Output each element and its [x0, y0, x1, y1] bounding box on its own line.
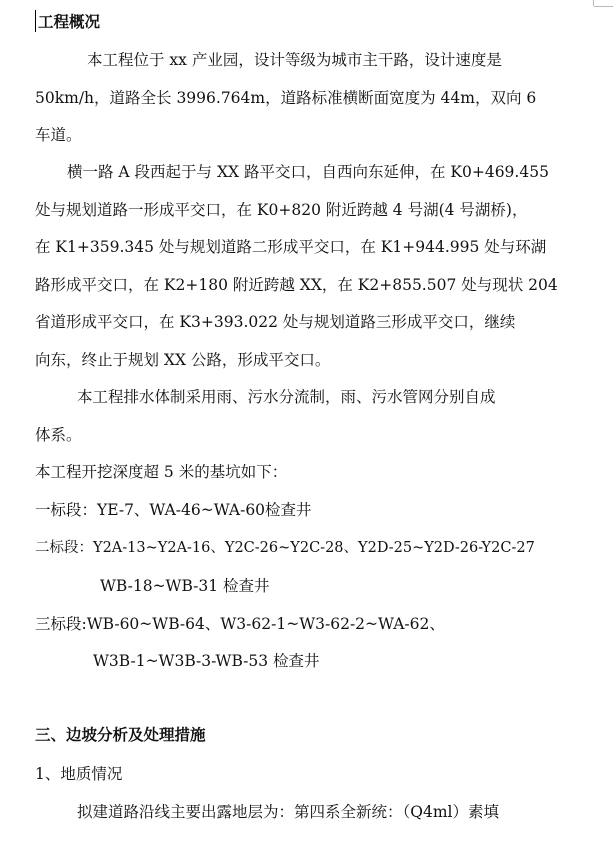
bid-section-3[interactable]: 三标段:WB-60~WB-64、W3-62-1~W3-62-2~WA-62、 [35, 615, 445, 633]
paragraph-line[interactable]: 体系。 [35, 426, 82, 444]
bid-section-2[interactable]: 二标段：Y2A-13~Y2A-16、Y2C-26~Y2C-28、Y2D-25~Y2D-26-Y2C-27 [35, 540, 535, 556]
paragraph-line[interactable]: 本工程位于 xx 产业园，设计等级为城市主干路，设计速度是 [87, 51, 502, 69]
paragraph-line[interactable]: 在 K1+359.345 处与规划道路二形成平交口，在 K1+944.995 处与环湖 [35, 238, 547, 256]
excavation-intro[interactable]: 本工程开挖深度超 5 米的基坑如下： [35, 463, 288, 481]
paragraph-line[interactable]: 向东，终止于规划 XX 公路，形成平交口。 [35, 351, 331, 369]
paragraph-line[interactable]: 车道。 [35, 126, 82, 144]
bid-section-2-continued[interactable]: WB-18~WB-31 检查井 [100, 577, 270, 595]
bid-section-3-continued[interactable]: W3B-1~W3B-3-WB-53 检查井 [93, 652, 320, 670]
paragraph-line[interactable]: 50km/h，道路全长 3996.764m，道路标准横断面宽度为 44m，双向 6 [35, 89, 537, 107]
heading-project-overview[interactable]: 工程概况 [38, 12, 101, 31]
paragraph-line[interactable]: 横一路 A 段西起于与 XX 路平交口，自西向东延伸，在 K0+469.455 [67, 163, 549, 181]
subheading-geology[interactable]: 1、地质情况 [35, 765, 123, 783]
page-corner-mark [593, 0, 594, 6]
paragraph-line[interactable]: 处与规划道路一形成平交口，在 K0+820 附近跨越 4 号湖(4 号湖桥)， [35, 201, 528, 219]
paragraph-line[interactable]: 路形成平交口，在 K2+180 附近跨越 XX，在 K2+855.507 处与现状 204 [35, 276, 558, 294]
bid-section-1[interactable]: 一标段：YE-7、WA-46~WA-60检查井 [35, 501, 312, 519]
text-cursor [35, 10, 36, 32]
paragraph-line[interactable]: 拟建道路沿线主要出露地层为：第四系全新统：（Q4ml）素填 [77, 803, 499, 821]
heading-slope-analysis[interactable]: 三、边坡分析及处理措施 [35, 725, 206, 744]
paragraph-line[interactable]: 本工程排水体制采用雨、污水分流制，雨、污水管网分别自成 [77, 388, 496, 406]
paragraph-line[interactable]: 省道形成平交口，在 K3+393.022 处与规划道路三形成平交口，继续 [35, 313, 516, 331]
